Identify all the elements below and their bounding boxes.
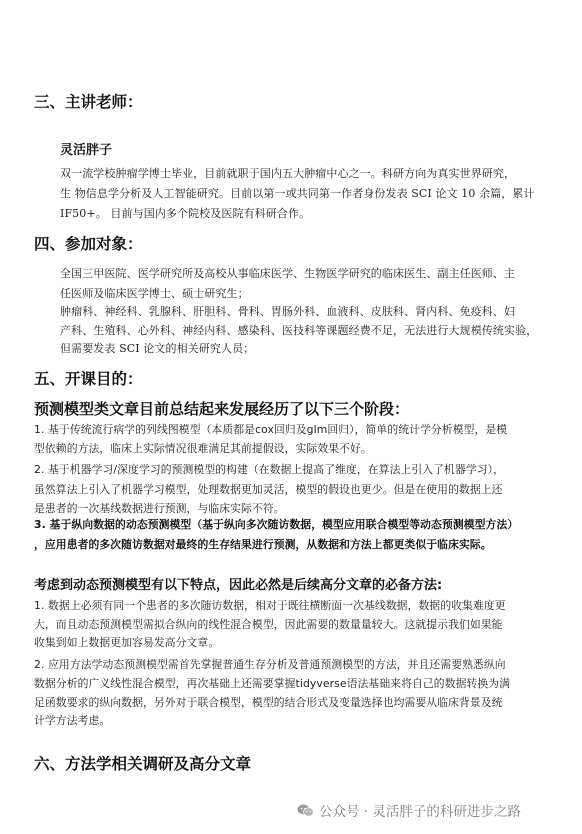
stage1-line: 1. 基于传统流行病学的列线图模型（本质都是cox回归及glm回归），简单的统计学分析模型，是模 — [34, 423, 508, 436]
point1-line: 大，而且动态预测模型需拟合纵向的线性混合模型，因此需要的数量量较大。这就提示我们如果能 — [34, 618, 503, 631]
point2-line: 足函数要求的纵向数据，另外对于联合模型，模型的结合形式及变量选择也均需要从临床背景及统 — [34, 696, 503, 709]
point1-line: 1. 数据上必须有同一个患者的多次随访数据，相对于既往横断面一次基线数据，数据的收集难度更 — [34, 599, 506, 612]
point1-line: 收集到如上数据更加容易发高分文章。 — [34, 636, 220, 649]
audience-line: 任医师及临床医学博士、硕士研究生； — [60, 287, 249, 300]
watermark — [297, 800, 521, 820]
wechat-icon — [297, 804, 314, 817]
bio-line: IF50+。 目前与国内多个院校及医院有科研合作。 — [60, 207, 311, 220]
point2-line: 2. 应用方法学动态预测模型需首先掌握普通生存分析及普通预测模型的方法，并且还需要熟悉纵向 — [34, 658, 506, 671]
section5-heading: 五、开课目的： — [34, 370, 143, 388]
section4-heading: 四、参加对象： — [34, 235, 143, 253]
stage3-line: ，应用患者的多次随访数据对最终的生存结果进行预测，从数据和方法上都更类似于临床实际。 — [34, 538, 492, 551]
stage3-line: 3. 基于纵向数据的动态预测模型（基于纵向多次随访数据，模型应用联合模型等动态预测模型方法） — [34, 518, 519, 531]
teacher-name: 灵活胖子 — [60, 143, 113, 158]
stage1-line: 型依赖的方法，临床上实际情况很难满足其前提假设，实际效果不好。 — [34, 442, 372, 455]
watermark-text: 公众号 · 灵活胖子的科研进步之路 — [319, 804, 521, 820]
section3-heading: 三、主讲老师： — [34, 93, 143, 111]
bio-line: 生 物信息学分析及人工智能研究。目前以第一或共同第一作者身份发表 SCI 论文 10 余篇，累计 — [60, 187, 535, 200]
bio-line: 双一流学校肿瘤学博士毕业，目前就职于国内五大肿瘤中心之一。科研方向为真实世界研究， — [60, 167, 516, 180]
stage2-line: 2. 基于机器学习/深度学习的预测模型的构建（在数据上提高了维度，在算法上引入了机器学习）， — [34, 463, 505, 476]
stage2-line: 虽然算法上引入了机器学习模型，处理数据更加灵活，模型的假设也更少。但是在使用的数据上还 — [34, 483, 503, 496]
features-subheading: 考虑到动态预测模型有以下特点，因此必然是后续高分文章的必备方法: — [34, 578, 443, 593]
stage2-line: 是患者的一次基线数据进行预测，与临床实际不符。 — [34, 502, 285, 515]
departments-line: 肿瘤科、神经科、乳腺科、肝胆科、骨科、胃肠外科、血液科、皮肤科、肾内科、免疫科、妇 — [60, 305, 516, 318]
point2-line: 数据分析的广义线性混合模型，再次基础上还需要掌握tidyverse语法基础来将自己的数据转换为满 — [34, 677, 511, 690]
audience-line: 全国三甲医院、医学研究所及高校从事临床医学、生物医学研究的临床医生、副主任医师、主 — [60, 267, 516, 280]
section6-heading: 六、方法学相关调研及高分文章 — [34, 755, 252, 773]
point2-line: 计学方法考虑。 — [34, 714, 111, 727]
departments-line: 但需要发表 SCI 论文的相关研究人员； — [60, 342, 255, 355]
departments-line: 产科、生殖科、心外科、神经内科、感染科、医技科等课题经费不足，无法进行大规模传统实验， — [60, 324, 538, 337]
stages-subheading: 预测模型类文章目前总结起来发展经历了以下三个阶段： — [34, 400, 410, 418]
